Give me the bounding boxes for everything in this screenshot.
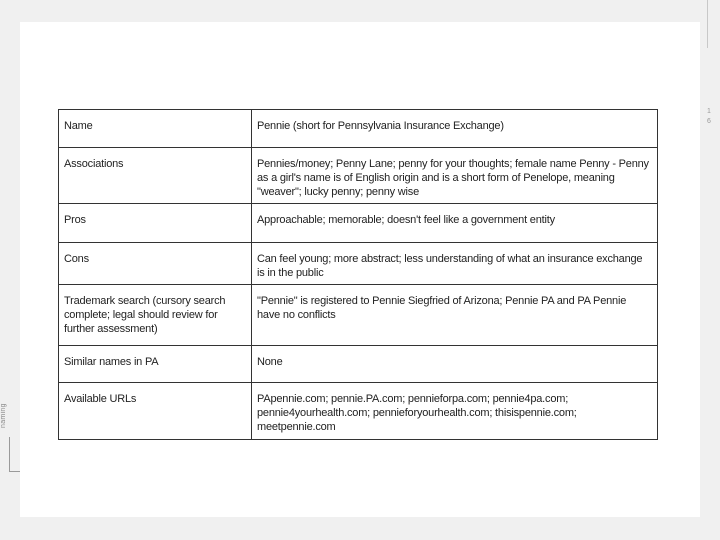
row-label: Pros	[59, 204, 252, 243]
row-label: Trademark search (cursory search complete; legal should review for further assessment)	[59, 285, 252, 346]
table-row-pros	[59, 204, 658, 243]
row-value: None	[252, 346, 658, 383]
row-value: Pennies/money; Penny Lane; penny for your thoughts; female name Penny - Penny as a girl's name is of English origin and is a short form of Penelope, meaning "weaver"; lucky penny; penny wise	[252, 148, 658, 204]
row-value: Can feel young; more abstract; less understanding of what an insurance exchange is in the public	[252, 243, 658, 285]
row-label: Associations	[59, 148, 252, 204]
side-section-label: naming	[0, 403, 7, 428]
table-row-name	[59, 110, 658, 148]
row-value: Pennie (short for Pennsylvania Insurance Exchange)	[252, 110, 658, 148]
row-value: Approachable; memorable; doesn't feel like a government entity	[252, 204, 658, 243]
page-number	[703, 107, 715, 127]
table-row-associations	[59, 148, 658, 204]
side-vertical-rule	[9, 437, 10, 472]
table-row-trademark	[59, 285, 658, 346]
row-label: Similar names in PA	[59, 346, 252, 383]
name-evaluation-table	[58, 109, 658, 440]
table-row-similar-names	[59, 346, 658, 383]
page-number-line-1: 1	[707, 108, 711, 115]
table-row-cons	[59, 243, 658, 285]
row-label: Name	[59, 110, 252, 148]
row-label: Available URLs	[59, 383, 252, 440]
top-right-divider	[707, 0, 708, 48]
table-row-urls	[59, 383, 658, 440]
row-label: Cons	[59, 243, 252, 285]
row-value: PApennie.com; pennie.PA.com; pennieforpa.com; pennie4pa.com; pennie4yourhealth.com; pennieforyourhealth.com; thisispennie.com; meetpennie.com	[252, 383, 658, 440]
row-value: "Pennie" is registered to Pennie Siegfried of Arizona; Pennie PA and PA Pennie have no conflicts	[252, 285, 658, 346]
page-number-line-2: 6	[707, 118, 711, 125]
